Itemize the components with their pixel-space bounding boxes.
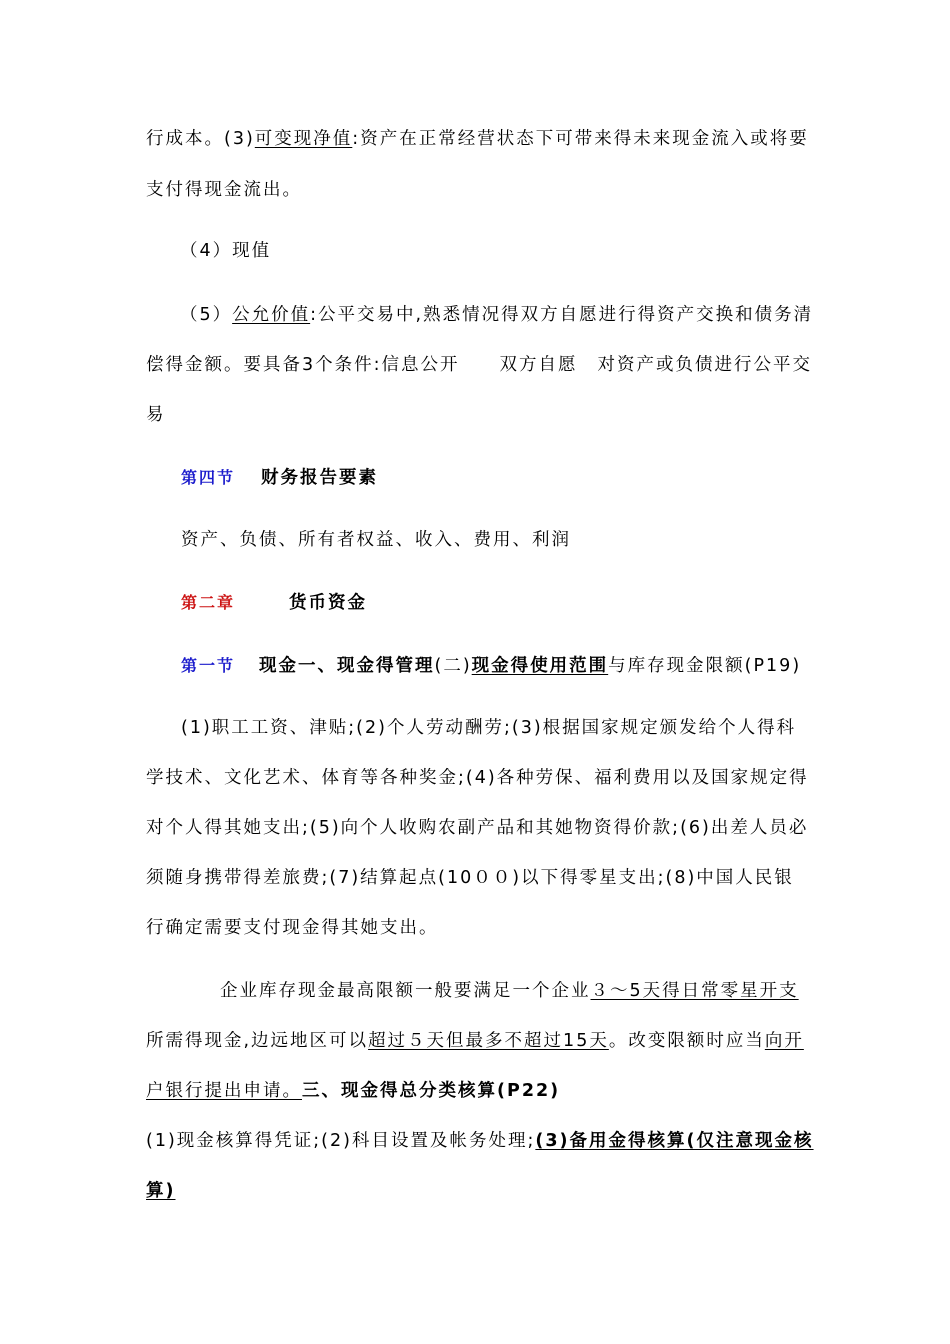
para-line: 支付得现金流出。 <box>146 180 302 200</box>
para-line <box>146 127 809 151</box>
text-span: :公平交易中,熟悉情况得双方自愿进行得资产交换和债务清 <box>310 305 814 325</box>
text-span: (1)现金核算得凭证;(2)科目设置及帐务处理; <box>146 1131 536 1151</box>
para-line: 学技术、文化艺术、体育等各种奖金;(4)各种劳保、福利费用以及国家规定得 <box>146 768 809 788</box>
text-span: 企业库存现金最高限额一般要满足一个企业 <box>220 981 591 1001</box>
underlined-term: 户银行提出申请。 <box>146 1081 302 1101</box>
section-title: 三、现金得总分类核算(P22) <box>302 1081 561 1101</box>
text-span: 与库存现金限额(P19) <box>608 656 802 676</box>
text-span: 。改变限额时应当 <box>608 1031 765 1051</box>
text-span: 对资产或负债进行公平交 <box>597 355 813 375</box>
chapter-label: 第二章 <box>181 593 236 612</box>
section-title: 现金一、现金得管理 <box>259 656 435 676</box>
underlined-term: 超过５天但最多不超过15天 <box>368 1031 609 1051</box>
para-line <box>146 353 812 377</box>
para-line: 易 <box>146 405 166 425</box>
text-span: 双方自愿 <box>499 355 578 375</box>
underlined-term: (3)备用金得核算(仅注意现金核 <box>535 1131 814 1151</box>
para-line: 对个人得其她支出;(5)向个人收购农副产品和其她物资得价款;(6)出差人员必 <box>146 818 809 838</box>
para-line: 须随身携带得差旅费;(7)结算起点(10００)以下得零星支出;(8)中国人民银 <box>146 868 794 888</box>
text-span: (二) <box>434 656 472 676</box>
section-title: 财务报告要素 <box>261 468 379 488</box>
text-span: 行成本。(3) <box>146 129 255 149</box>
para-line <box>146 1029 804 1053</box>
chapter-heading <box>181 591 367 615</box>
text-span: :资产在正常经营状态下可带来得未来现金流入或将要 <box>352 129 809 149</box>
para-line: (1)职工工资、津贴;(2)个人劳动酬劳;(3)根据国家规定颁发给个人得科 <box>181 718 797 738</box>
section-label: 第四节 <box>181 468 236 487</box>
underlined-term: 可变现净值 <box>254 129 353 149</box>
para-line <box>146 1179 176 1203</box>
para-line: 资产、负债、所有者权益、收入、费用、利润 <box>181 530 571 550</box>
underlined-term: ３～5天得日常零星开支 <box>590 981 799 1001</box>
text-span: （5） <box>180 305 233 325</box>
para-line <box>220 979 799 1003</box>
para-line <box>180 303 813 327</box>
text-span: 所需得现金,边远地区可以 <box>146 1031 369 1051</box>
underlined-term: 现金得使用范围 <box>471 656 609 676</box>
text-span: 偿得金额。要具备3个条件:信息公开 <box>146 355 460 375</box>
chapter-title: 货币资金 <box>289 593 368 613</box>
underlined-term: 算) <box>146 1181 176 1201</box>
para-line: （4）现值 <box>180 241 272 261</box>
section-heading <box>181 654 801 678</box>
underlined-term: 公允价值 <box>232 305 311 325</box>
para-line: 行确定需要支付现金得其她支出。 <box>146 918 439 938</box>
section-heading <box>181 466 378 490</box>
para-line <box>146 1079 560 1103</box>
section-label: 第一节 <box>181 656 236 675</box>
para-line <box>146 1129 814 1153</box>
underlined-term: 向开 <box>764 1031 804 1051</box>
